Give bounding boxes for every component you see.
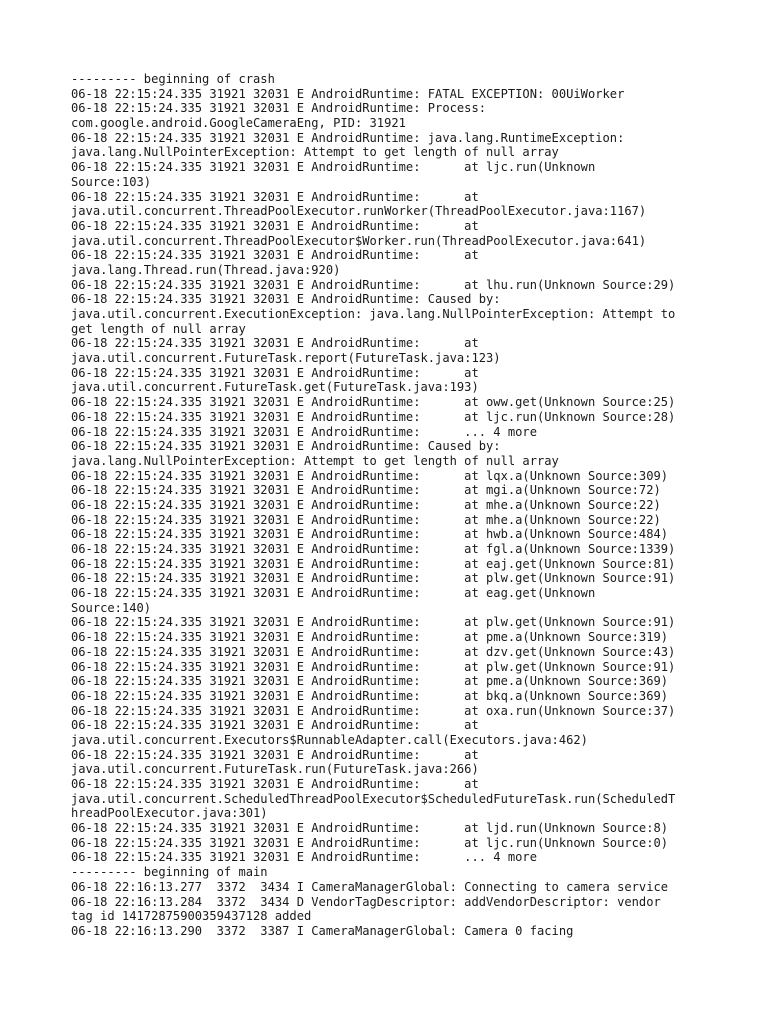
log-line: 06-18 22:15:24.335 31921 32031 E AndroidRuntime: Process: — [71, 101, 487, 116]
log-line: 06-18 22:15:24.335 31921 32031 E AndroidRuntime: at lhu.run(Unknown Source:29) — [71, 277, 676, 292]
log-line: 06-18 22:16:13.290 3372 3387 I CameraManagerGlobal: Camera 0 facing — [71, 923, 574, 938]
log-line: java.util.concurrent.ThreadPoolExecutor$Worker.run(ThreadPoolExecutor.java:641) — [71, 233, 647, 248]
log-line: 06-18 22:15:24.335 31921 32031 E AndroidRuntime: at pme.a(Unknown Source:319) — [71, 630, 669, 645]
log-line: java.lang.NullPointerException: Attempt to get length of null array — [71, 453, 559, 468]
log-line: 06-18 22:15:24.335 31921 32031 E AndroidRuntime: at eaj.get(Unknown Source:81) — [71, 556, 676, 571]
log-line: --------- beginning of main — [71, 865, 268, 880]
log-line: java.util.concurrent.Executors$RunnableAdapter.call(Executors.java:462) — [71, 732, 588, 747]
log-line: --------- beginning of crash — [71, 72, 275, 86]
log-line: 06-18 22:15:24.335 31921 32031 E AndroidRuntime: at dzv.get(Unknown Source:43) — [71, 644, 676, 659]
log-line: java.util.concurrent.FutureTask.report(FutureTask.java:123) — [71, 351, 501, 366]
log-line: java.lang.Thread.run(Thread.java:920) — [71, 262, 341, 277]
log-line: 06-18 22:15:24.335 31921 32031 E AndroidRuntime: at bkq.a(Unknown Source:369) — [71, 688, 669, 703]
log-line: 06-18 22:15:24.335 31921 32031 E AndroidRuntime: at — [71, 336, 479, 351]
log-line: 06-18 22:15:24.335 31921 32031 E AndroidRuntime: at eag.get(Unknown — [71, 586, 596, 601]
log-line: java.util.concurrent.ScheduledThreadPoolExecutor$ScheduledFutureTask.run(ScheduledT — [71, 791, 676, 806]
log-line: 06-18 22:15:24.335 31921 32031 E AndroidRuntime: FATAL EXCEPTION: 00UiWorker — [71, 86, 625, 101]
log-line: 06-18 22:15:24.335 31921 32031 E AndroidRuntime: at oww.get(Unknown Source:25) — [71, 395, 676, 410]
log-line: 06-18 22:15:24.335 31921 32031 E AndroidRuntime: at pme.a(Unknown Source:369) — [71, 674, 669, 689]
log-line: 06-18 22:15:24.335 31921 32031 E AndroidRuntime: at ljc.run(Unknown Source:0) — [71, 835, 669, 850]
log-line: java.util.concurrent.FutureTask.get(FutureTask.java:193) — [71, 380, 479, 395]
log-line: 06-18 22:15:24.335 31921 32031 E AndroidRuntime: at ljd.run(Unknown Source:8) — [71, 821, 669, 836]
log-line: java.lang.NullPointerException: Attempt to get length of null array — [71, 145, 559, 160]
log-line: 06-18 22:15:24.335 31921 32031 E AndroidRuntime: Caused by: — [71, 292, 501, 307]
log-line: 06-18 22:15:24.335 31921 32031 E AndroidRuntime: at lqx.a(Unknown Source:309) — [71, 468, 669, 483]
log-line: 06-18 22:15:24.335 31921 32031 E AndroidRuntime: at ljc.run(Unknown — [71, 160, 596, 175]
log-line: 06-18 22:15:24.335 31921 32031 E AndroidRuntime: java.lang.RuntimeException: — [71, 130, 625, 145]
log-line: 06-18 22:15:24.335 31921 32031 E AndroidRuntime: at — [71, 777, 479, 791]
log-line: java.util.concurrent.ThreadPoolExecutor.runWorker(ThreadPoolExecutor.java:1167) — [71, 204, 647, 219]
log-line: 06-18 22:15:24.335 31921 32031 E AndroidRuntime: at oxa.run(Unknown Source:37) — [71, 703, 676, 718]
log-line: get length of null array — [71, 321, 246, 336]
log-line: 06-18 22:16:13.277 3372 3434 I CameraManagerGlobal: Connecting to camera service — [71, 879, 669, 894]
log-line: 06-18 22:15:24.335 31921 32031 E AndroidRuntime: at mgi.a(Unknown Source:72) — [71, 483, 661, 498]
crash-log-text — [71, 72, 711, 939]
log-line: 06-18 22:15:24.335 31921 32031 E AndroidRuntime: at mhe.a(Unknown Source:22) — [71, 512, 661, 527]
log-line: tag id 14172875900359437128 added — [71, 909, 312, 924]
log-line: 06-18 22:15:24.335 31921 32031 E AndroidRuntime: at — [71, 747, 479, 762]
log-line: 06-18 22:15:24.335 31921 32031 E AndroidRuntime: at ljc.run(Unknown Source:28) — [71, 409, 676, 424]
log-line: 06-18 22:15:24.335 31921 32031 E AndroidRuntime: at — [71, 218, 479, 233]
log-line: 06-18 22:15:24.335 31921 32031 E AndroidRuntime: Caused by: — [71, 439, 501, 454]
log-line: 06-18 22:15:24.335 31921 32031 E AndroidRuntime: at plw.get(Unknown Source:91) — [71, 615, 676, 630]
log-line: 06-18 22:15:24.335 31921 32031 E AndroidRuntime: at — [71, 365, 479, 380]
log-line: 06-18 22:15:24.335 31921 32031 E AndroidRuntime: ... 4 more — [71, 424, 537, 439]
log-line: java.util.concurrent.ExecutionException: java.lang.NullPointerException: Attempt to — [71, 307, 676, 321]
log-line: 06-18 22:15:24.335 31921 32031 E AndroidRuntime: at hwb.a(Unknown Source:484) — [71, 527, 669, 542]
log-line: 06-18 22:15:24.335 31921 32031 E AndroidRuntime: at mhe.a(Unknown Source:22) — [71, 497, 661, 512]
log-line: 06-18 22:15:24.335 31921 32031 E AndroidRuntime: at — [71, 248, 479, 263]
log-line: com.google.android.GoogleCameraEng, PID: 31921 — [71, 116, 406, 131]
log-line: Source:140) — [71, 600, 152, 615]
log-line: hreadPoolExecutor.java:301) — [71, 806, 268, 821]
log-line: 06-18 22:15:24.335 31921 32031 E AndroidRuntime: at fgl.a(Unknown Source:1339) — [71, 542, 676, 556]
log-line: Source:103) — [71, 174, 152, 189]
log-line: 06-18 22:15:24.335 31921 32031 E AndroidRuntime: at — [71, 189, 479, 204]
log-line: 06-18 22:15:24.335 31921 32031 E AndroidRuntime: at plw.get(Unknown Source:91) — [71, 571, 676, 586]
log-line: 06-18 22:15:24.335 31921 32031 E AndroidRuntime: ... 4 more — [71, 850, 537, 865]
log-line: java.util.concurrent.FutureTask.run(FutureTask.java:266) — [71, 762, 479, 777]
log-line: 06-18 22:16:13.284 3372 3434 D VendorTagDescriptor: addVendorDescriptor: vendor — [71, 894, 661, 909]
log-line: 06-18 22:15:24.335 31921 32031 E AndroidRuntime: at — [71, 718, 479, 733]
log-line: 06-18 22:15:24.335 31921 32031 E AndroidRuntime: at plw.get(Unknown Source:91) — [71, 659, 676, 674]
